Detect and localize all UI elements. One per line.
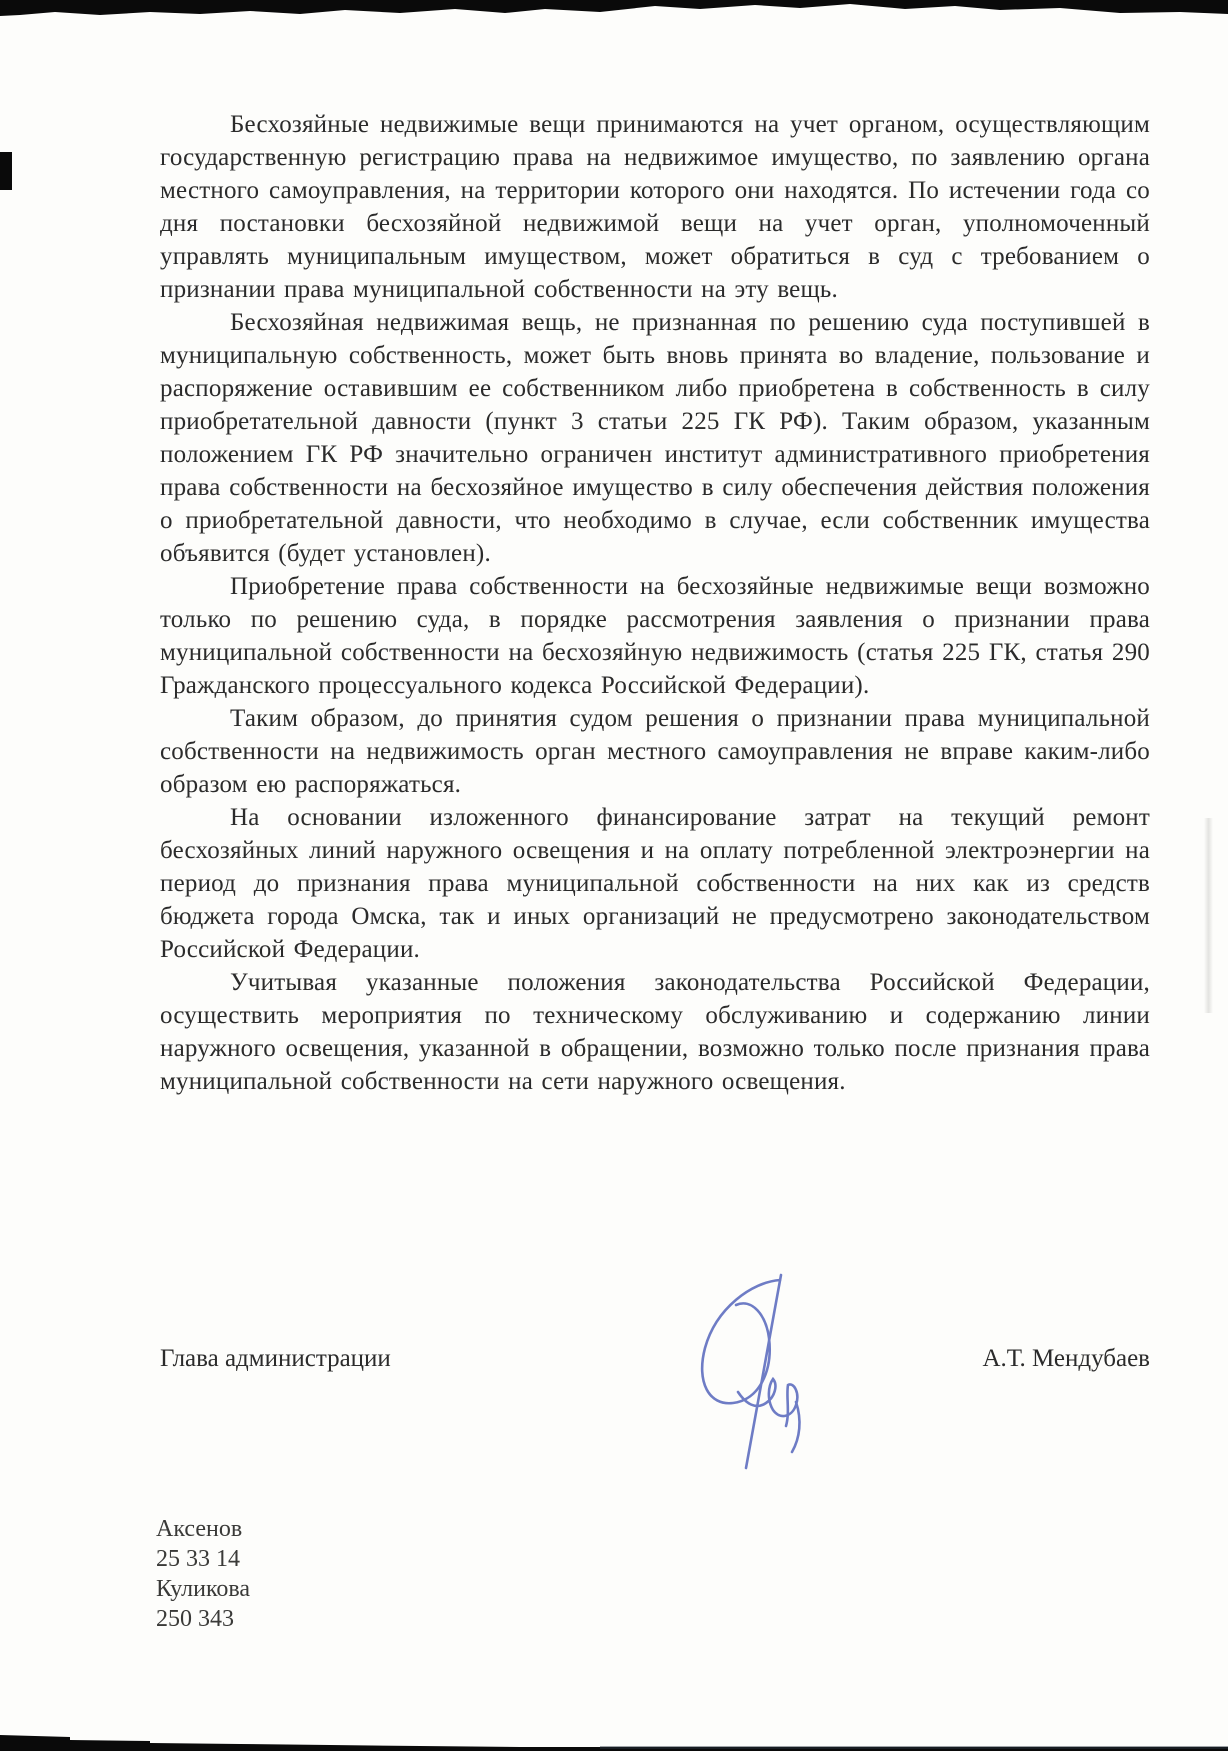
body-paragraph: Бесхозяйная недвижимая вещь, не признанная по решению суда поступившей в муниципальную собственность, может быть вновь принята во владение, пользование и распоряжение оставившим ее собственником либо приобретена в собственность в силу приобретательной давности (пункт 3 статьи 225 ГК РФ). Таким образом, указанным положением ГК РФ значительно ограничен институт административного приобретения права собственности на бесхозяйное имущество в силу обеспечения действия положения о приобретательной давности, что необходимо в случае, если собственник имущества объявится (будет установлен).: [160, 309, 1150, 567]
letter-body: [160, 108, 1150, 1098]
handwritten-signature: [680, 1272, 850, 1472]
executor-phone: 250 343: [156, 1606, 234, 1632]
body-paragraph: На основании изложенного финансирование затрат на текущий ремонт бесхозяйных линий наружного освещения и на оплату потребленной электроэнергии на период до признания права муниципальной собственности на них как из средств бюджета города Омска, так и иных организаций не предусмотрено законодательством Российской Федерации.: [160, 804, 1150, 963]
executor-name: Аксенов: [156, 1516, 243, 1542]
signer-name: А.Т. Мендубаев: [982, 1345, 1150, 1372]
scan-artifact-left-mark: [0, 152, 12, 190]
scan-artifact-top-band: [0, 0, 1228, 42]
executor-contact-block: [156, 1514, 250, 1634]
executor-name: Куликова: [156, 1576, 251, 1602]
executor-phone: 25 33 14: [156, 1546, 240, 1572]
body-paragraph: Бесхозяйные недвижимые вещи принимаются на учет органом, осуществляющим государственную регистрацию права на недвижимое имущество, по заявлению органа местного самоуправления, на территории которого они находятся. По истечении года со дня постановки бесхозяйной недвижимой вещи на учет орган, уполномоченный управлять муниципальным имуществом, может обратиться в суд с требованием о признании права муниципальной собственности на эту вещь.: [160, 111, 1150, 303]
signature-row: [160, 1342, 1150, 1375]
body-paragraph: Таким образом, до принятия судом решения о признании права муниципальной собственности на недвижимость орган местного самоуправления не вправе каким-либо образом ею распоряжаться.: [160, 705, 1150, 798]
scan-artifact-right-streak: [1204, 818, 1213, 1013]
body-paragraph: Учитывая указанные положения законодательства Российской Федерации, осуществить мероприятия по техническому обслуживанию и содержанию линии наружного освещения, указанной в обращении, возможно только после признания права муниципальной собственности на сети наружного освещения.: [160, 969, 1150, 1095]
signer-title: Глава администрации: [160, 1345, 391, 1372]
body-paragraph: Приобретение права собственности на бесхозяйные недвижимые вещи возможно только по решению суда, в порядке рассмотрения заявления о признании права муниципальной собственности на бесхозяйную недвижимость (статья 225 ГК, статья 290 Гражданского процессуального кодекса Российской Федерации).: [160, 573, 1150, 699]
scan-artifact-bottom-band: [0, 1691, 1228, 1751]
